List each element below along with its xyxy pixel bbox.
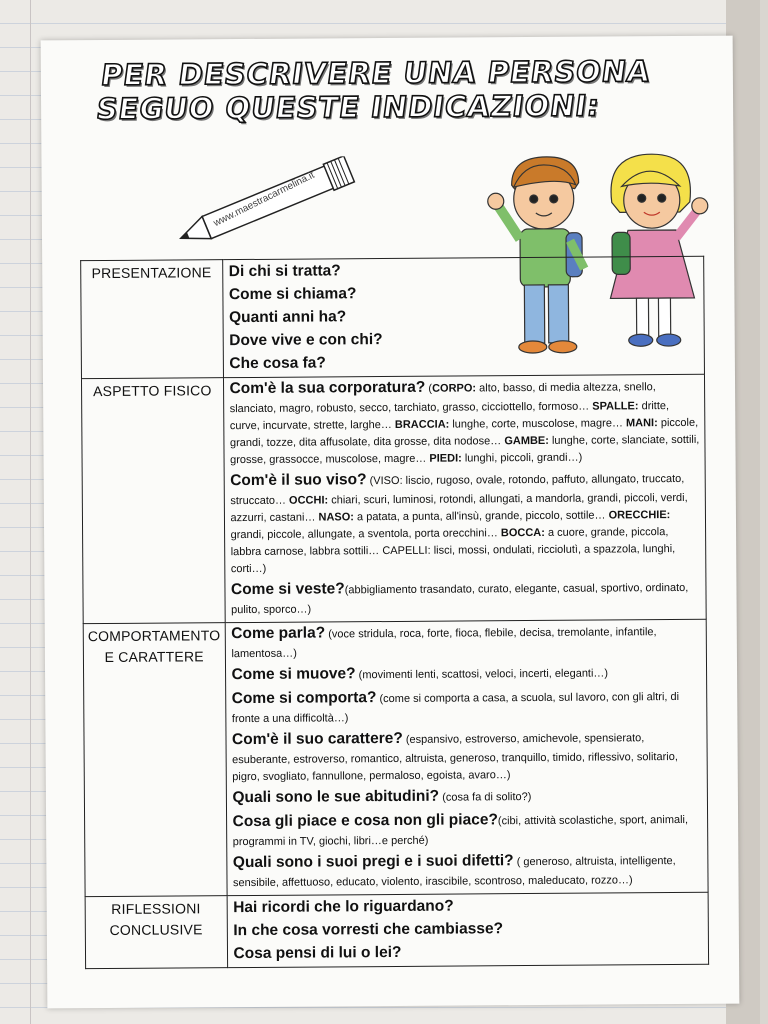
question-details: (espansivo, estroverso, amichevole, spensierato, esuberante, estroverso, romantico, altruista, generoso, tranquillo, timido, riflessivo, solitario, pigro, svogliato, fannullone, permaloso, egoista, avaro…) (232, 732, 678, 784)
section-content (227, 892, 709, 967)
question-details: (VISO: liscio, rugoso, ovale, rotondo, paffuto, allungato, truccato, struccato… OCCHI: chiari, scuri, luminosi, rotondi, allungati, a mandorla, grandi, piccoli, verdi, azzurri, castani… NASO: a patata, a punta, all'insù, grande, piccolo, sottile… ORECCHIE: grandi, piccole, allungate, a sventola, porta orecchini… BOCCA: a cuore, grande, piccola, labbra carnose, labbra sottili… CAPELLI: lisci, mossi, ondulati, ricciolutì, a spazzola, lunghi, corti…) (230, 472, 688, 576)
title-line-2: SEGUO QUESTE INDICAZIONI: (94, 88, 603, 127)
worksheet-title (94, 54, 652, 126)
question: Che cosa fa? (229, 354, 326, 373)
question-block (230, 467, 701, 577)
worksheet (41, 36, 740, 1009)
section-label: COMPORTAMENTO E CARATTERE (83, 623, 226, 897)
question: Quanti anni ha? (229, 308, 347, 327)
question: Com'è il suo viso? (230, 471, 367, 490)
question-details: (come si comporta a casa, a scuola, sul lavoro, con gli altri, di fronte a una difficoltà…) (231, 690, 680, 726)
section-label: RIFLESSIONI CONCLUSIVE (85, 896, 227, 969)
question-block (231, 576, 702, 618)
question-details: (CORPO: alto, basso, di media altezza, snello, slanciato, magro, robusto, secco, tarchiato, grasso, cicciottello, formoso… SPALLE: dritte, curve, incurvate, strette, larghe… BRACCIA: lunghe, corte, muscolose, magre… MANI: piccole, grandi, tozze, dita affusolate, dita grosse, dita nodose… GAMBE: lunghe, corte, slanciate, sottili, grosse, grassocce, muscolose, magre… PIEDI: lunghi, piccoli, grandi…) (229, 381, 700, 467)
question-block (232, 784, 703, 809)
keyword: BRACCIA: (394, 418, 450, 431)
keyword: BOCCA: (500, 526, 545, 540)
keyword: GAMBE: (504, 434, 549, 448)
pencil-icon (171, 156, 372, 247)
question-block (233, 849, 704, 891)
question: In che cosa vorresti che cambiasse? (233, 920, 504, 940)
question-block (229, 375, 700, 468)
question-details: (movimenti lenti, scattosi, veloci, incerti, eleganti…) (355, 667, 609, 682)
keyword: PIEDI: (429, 452, 462, 465)
section-content (225, 619, 708, 895)
question-block (232, 726, 703, 785)
question-details: (cosa fa di solito?) (439, 791, 532, 804)
section-row-comportamento (83, 619, 708, 896)
keyword: MANI: (625, 417, 658, 430)
question: Come si veste? (230, 580, 345, 599)
question: Cosa gli piace e cosa non gli piace? (232, 811, 498, 831)
section-label: ASPETTO FISICO (81, 378, 224, 624)
question-details: (abbigliamento trasandato, curato, elegante, casual, sportivo, ordinato, pulito, sporco…) (231, 581, 689, 617)
section-label: PRESENTAZIONE (81, 260, 223, 379)
question-details: ( generoso, altruista, intelligente, sensibile, affettuoso, educato, violento, irascibile, scontroso, maleducato, rozzo…) (232, 855, 676, 890)
question: Quali sono le sue abitudini? (232, 787, 440, 807)
question: Di chi si tratta? (228, 262, 341, 281)
question: Hai ricordi che lo riguardano? (233, 897, 454, 917)
question: Come si chiama? (228, 285, 357, 304)
question-details: (cibi, attività scolastiche, sport, animali, programmi in TV, giochi, libri…e perché) (232, 813, 689, 849)
section-row-aspetto-fisico (81, 374, 706, 623)
keyword: CORPO: (432, 382, 477, 395)
section-content (223, 374, 706, 622)
title-line-1: PER DESCRIVERE UNA PERSONA (98, 54, 653, 93)
keyword: ORECCHIE: (608, 509, 671, 522)
keyword: SPALLE: (592, 400, 639, 413)
question-block (232, 685, 703, 727)
question-block (231, 620, 702, 662)
question: Com'è la sua corporatura? (229, 378, 426, 398)
question-block (233, 808, 704, 850)
keyword: NASO: (318, 511, 354, 524)
question-block (231, 661, 702, 686)
section-content (222, 256, 704, 377)
description-grid (80, 256, 709, 969)
watermark-text: www.maestracarmelina.it (211, 169, 317, 230)
question-details: (voce stridula, roca, forte, fioca, flebile, decisa, tremolante, infantile, lamentosa…) (231, 626, 657, 661)
question: Quali sono i suoi pregi e i suoi difetti? (232, 852, 514, 872)
question: Dove vive e con chi? (229, 331, 383, 350)
question: Come si muove? (231, 665, 356, 684)
section-row-presentazione (81, 256, 705, 378)
section-row-riflessioni (85, 892, 708, 968)
question: Com'è il suo carattere? (231, 729, 403, 749)
question: Come si comporta? (231, 689, 377, 708)
notebook-margin-line (30, 0, 31, 1024)
question: Cosa pensi di lui o lei? (233, 943, 402, 963)
keyword: OCCHI: (288, 494, 329, 507)
question: Come parla? (231, 624, 326, 643)
